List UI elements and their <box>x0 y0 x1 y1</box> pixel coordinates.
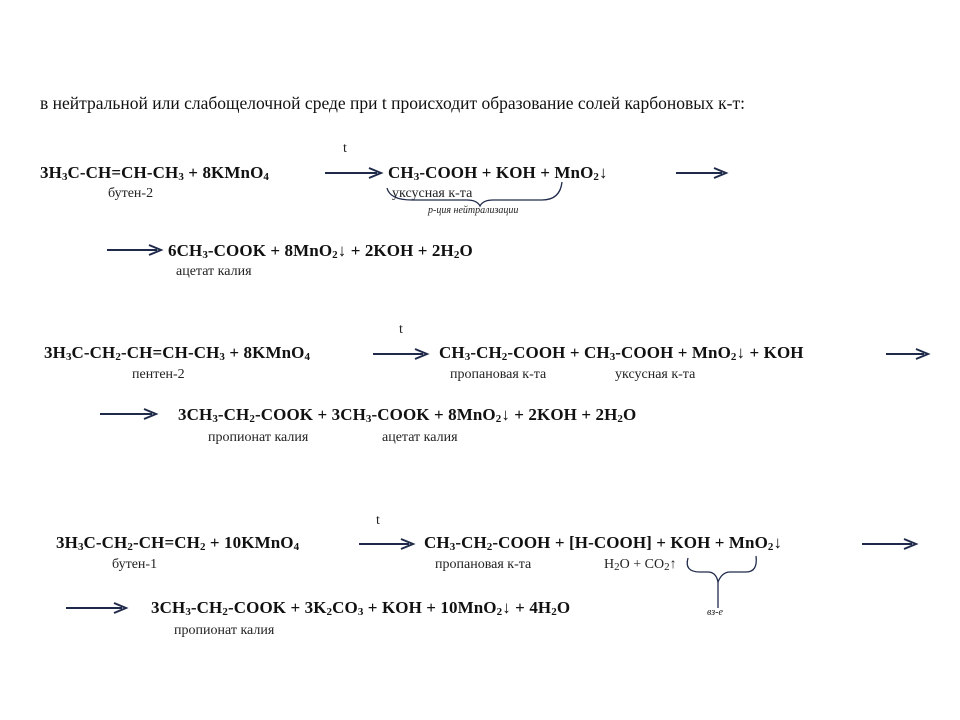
reactant-name-2: пентен-2 <box>132 367 185 382</box>
reaction-arrow-1c <box>107 243 167 257</box>
reaction2-rhs: $CH_3-CH_2$-COOH + $CH_3$-COOH + MnO$_2$↓ + KOH <box>439 343 804 363</box>
product-name-1: ацетат калия <box>176 264 252 279</box>
reaction-arrow-2c <box>100 407 160 421</box>
temperature-label-2: t <box>399 322 403 337</box>
reaction-arrow-2a <box>373 347 433 361</box>
reaction3-product: $3CH_3-CH_2$-COOK + $3K_2CO_3$ + KOH + 10MnO$_2$↓ + $4H_2O$ <box>151 598 571 618</box>
reaction-arrow-3c <box>66 601 132 615</box>
decomposition-products: $H_2O$ + $CO_2↑$ <box>604 557 677 573</box>
interaction-note: вз-е <box>707 607 723 618</box>
temperature-label-3: t <box>376 513 380 528</box>
acid-name-3: пропановая к-та <box>435 557 532 572</box>
reaction-arrow-2b <box>886 347 936 361</box>
neutralization-brace <box>382 180 572 206</box>
acid-name-2a: пропановая к-та <box>450 367 547 382</box>
intro-text: в нейтральной или слабощелочной среде при t происходит образование солей карбоновых к-т: <box>40 93 745 113</box>
acid-name-2b: уксусная к-та <box>615 367 696 382</box>
reaction1-rhs: $CH_3$-COOH + KOH + MnO$_2$↓ <box>388 163 608 183</box>
neutralization-note: р-ция нейтрализации <box>428 205 519 216</box>
reactant-name-3: бутен-1 <box>112 557 158 572</box>
reaction1-lhs: $3H_3C-CH=CH-CH_3$ + 8KMnO$_4$ <box>40 163 269 183</box>
reaction-arrow-3a <box>359 537 419 551</box>
reaction3-lhs: $3H_3C-CH_2-CH=CH_2$ + 10KMnO$_4$ <box>56 533 300 553</box>
reaction1-product: $6CH_3$-COOK + 8MnO$_2$↓ + $2KOH + 2H_2O$ <box>168 241 473 261</box>
reactant-name-1: бутен-2 <box>108 186 154 201</box>
product-name-3: пропионат калия <box>174 623 275 638</box>
product-name-2b: ацетат калия <box>382 430 458 445</box>
reaction2-product: $3CH_3-CH_2$-COOK + $3CH_3$-COOK + 8MnO$_2$↓ + $2KOH + 2H_2O$ <box>178 405 637 425</box>
reaction3-rhs: $CH_3-CH_2$-COOH + [H-COOH] + KOH + MnO$_2$↓ <box>424 533 783 553</box>
acid-name-1: уксусная к-та <box>392 186 473 201</box>
reaction-arrow-1b <box>676 166 736 180</box>
temperature-label-1: t <box>343 141 347 156</box>
reaction-arrow-3b <box>862 537 922 551</box>
reaction-arrow-1a <box>325 166 385 180</box>
reaction-brace-3 <box>680 552 770 622</box>
product-name-2a: пропионат калия <box>208 430 309 445</box>
reaction2-lhs: $3H_3C-CH_2-CH=CH-CH_3$ + 8KMnO$_4$ <box>44 343 311 363</box>
